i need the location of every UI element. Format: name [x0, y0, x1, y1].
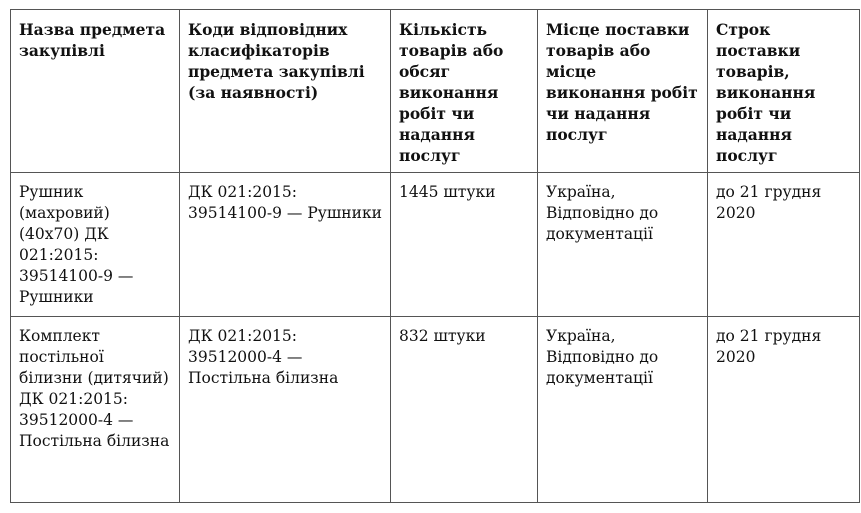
header-quantity: Кількість товарів або обсяг виконання робіт чи надання послуг: [391, 10, 538, 173]
cell-quantity: 832 штуки: [391, 317, 538, 503]
table-header-row: [11, 10, 860, 173]
cell-item-name: Комплект постільної білизни (дитячий) ДК 021:2015: 39512000-4 — Постільна білизна: [11, 317, 180, 503]
cell-classifier-code: ДК 021:2015: 39512000-4 — Постільна білизна: [180, 317, 391, 503]
cell-delivery-term: до 21 грудня 2020: [708, 317, 860, 503]
cell-classifier-code: ДК 021:2015: 39514100-9 — Рушники: [180, 173, 391, 317]
header-delivery-term: Строк поставки товарів, виконання робіт чи надання послуг: [708, 10, 860, 173]
procurement-table: [10, 9, 860, 503]
table-row: [11, 317, 860, 503]
header-item-name: Назва предмета закупівлі: [11, 10, 180, 173]
cell-item-name: Рушник (махровий) (40х70) ДК 021:2015: 39514100-9 — Рушники: [11, 173, 180, 317]
cell-quantity: 1445 штуки: [391, 173, 538, 317]
header-classifier-codes: Коди відповідних класифікаторів предмета закупівлі (за наявності): [180, 10, 391, 173]
cell-delivery-place: Україна, Відповідно до документації: [538, 317, 708, 503]
header-delivery-place: Місце поставки товарів або місце виконання робіт чи надання послуг: [538, 10, 708, 173]
cell-delivery-place: Україна, Відповідно до документації: [538, 173, 708, 317]
table-row: [11, 173, 860, 317]
cell-delivery-term: до 21 грудня 2020: [708, 173, 860, 317]
